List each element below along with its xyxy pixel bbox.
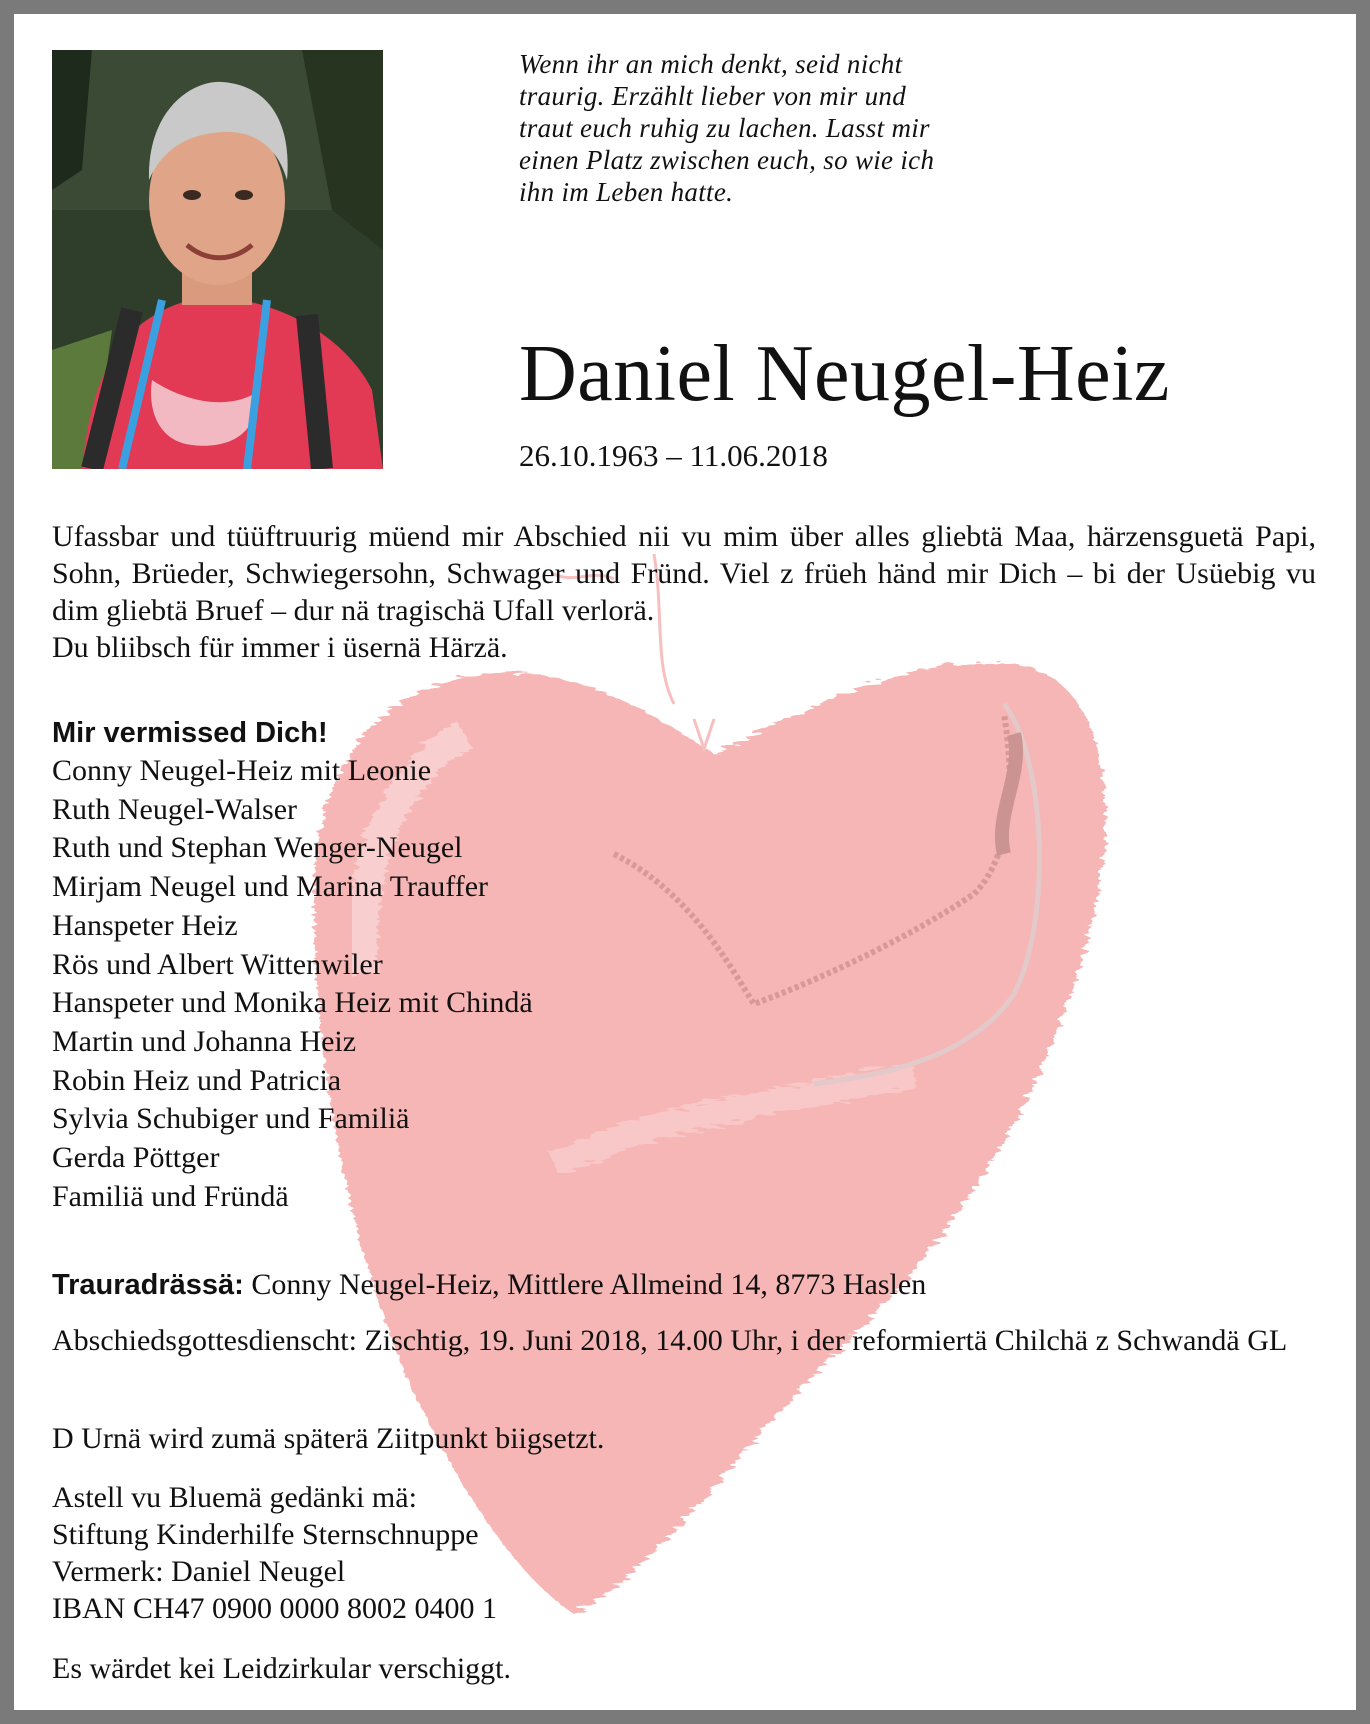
deceased-name: Daniel Neugel-Heiz <box>519 330 1170 418</box>
poem-line: einen Platz zwischen euch, so wie ich <box>519 145 935 175</box>
poem-line: ihn im Leben hatte. <box>519 177 734 207</box>
closing-note: Es wärdet kei Leidzirkular verschiggt. <box>52 1652 511 1685</box>
donation-line: IBAN CH47 0900 0000 8002 0400 1 <box>52 1592 498 1625</box>
mourner-name: Hanspeter und Monika Heiz mit Chindä <box>52 986 533 1020</box>
mourner-name: Familiä und Fründä <box>52 1179 289 1213</box>
mourner-name: Robin Heiz und Patricia <box>52 1063 342 1097</box>
obituary-page <box>14 14 1356 1710</box>
mourner-name: Rös und Albert Wittenwiler <box>52 947 383 981</box>
poem <box>519 48 1039 208</box>
mourner-name: Sylvia Schubiger und Familiä <box>52 1102 410 1136</box>
poem-line: Wenn ihr an mich denkt, seid nicht <box>519 49 903 79</box>
life-dates: 26.10.1963 – 11.06.2018 <box>519 438 828 473</box>
mourning-address <box>52 1266 926 1304</box>
mourner-name: Ruth Neugel-Walser <box>52 792 298 826</box>
donation-line: Stiftung Kinderhilfe Sternschnuppe <box>52 1518 479 1551</box>
donation-line: Astell vu Bluemä gedänki mä: <box>52 1481 417 1514</box>
donation-line: Vermerk: Daniel Neugel <box>52 1555 346 1588</box>
poem-line: traut euch ruhig zu lachen. Lasst mir <box>519 113 930 143</box>
intro-paragraph: Ufassbar und tüüftruurig müend mir Abschied nii vu mim über alles gliebtä Maa, härzensguetä Papi, Sohn, Brüeder, Schwiegersohn, Schwager und Fründ. Viel z früeh händ mir Dich – bi der Usüebig vu dim gliebtä Bruef – dur nä tragischä Ufall verlorä. <box>52 520 1316 627</box>
mourners-list <box>52 714 952 1216</box>
mourner-name: Gerda Pöttger <box>52 1141 220 1175</box>
address-label: Trauradrässä: <box>52 1269 244 1301</box>
poem-line: traurig. Erzählt lieber von mir und <box>519 81 906 111</box>
mourner-name: Conny Neugel-Heiz mit Leonie <box>52 754 432 787</box>
donation-info <box>52 1479 497 1627</box>
mourner-name: Hanspeter Heiz <box>52 908 238 942</box>
intro-closing-line: Du bliibsch für immer i üsernä Härzä. <box>52 631 508 664</box>
intro-text <box>52 518 1316 666</box>
mourners-heading: Mir vermissed Dich! <box>52 717 328 749</box>
mourner-name: Martin und Johanna Heiz <box>52 1024 357 1058</box>
portrait-photo <box>52 50 383 469</box>
address-value: Conny Neugel-Heiz, Mittlere Allmeind 14, 8773 Haslen <box>251 1268 927 1301</box>
mourner-name: Ruth und Stephan Wenger-Neugel <box>52 831 463 865</box>
funeral-service: Abschiedsgottesdienscht: Zischtig, 19. Juni 2018, 14.00 Uhr, i der reformiertä Chilchä z Schwandä GL <box>52 1324 1288 1357</box>
mourner-name: Mirjam Neugel und Marina Trauffer <box>52 870 489 904</box>
urn-note: D Urnä wird zumä späterä Ziitpunkt biigsetzt. <box>52 1422 605 1455</box>
